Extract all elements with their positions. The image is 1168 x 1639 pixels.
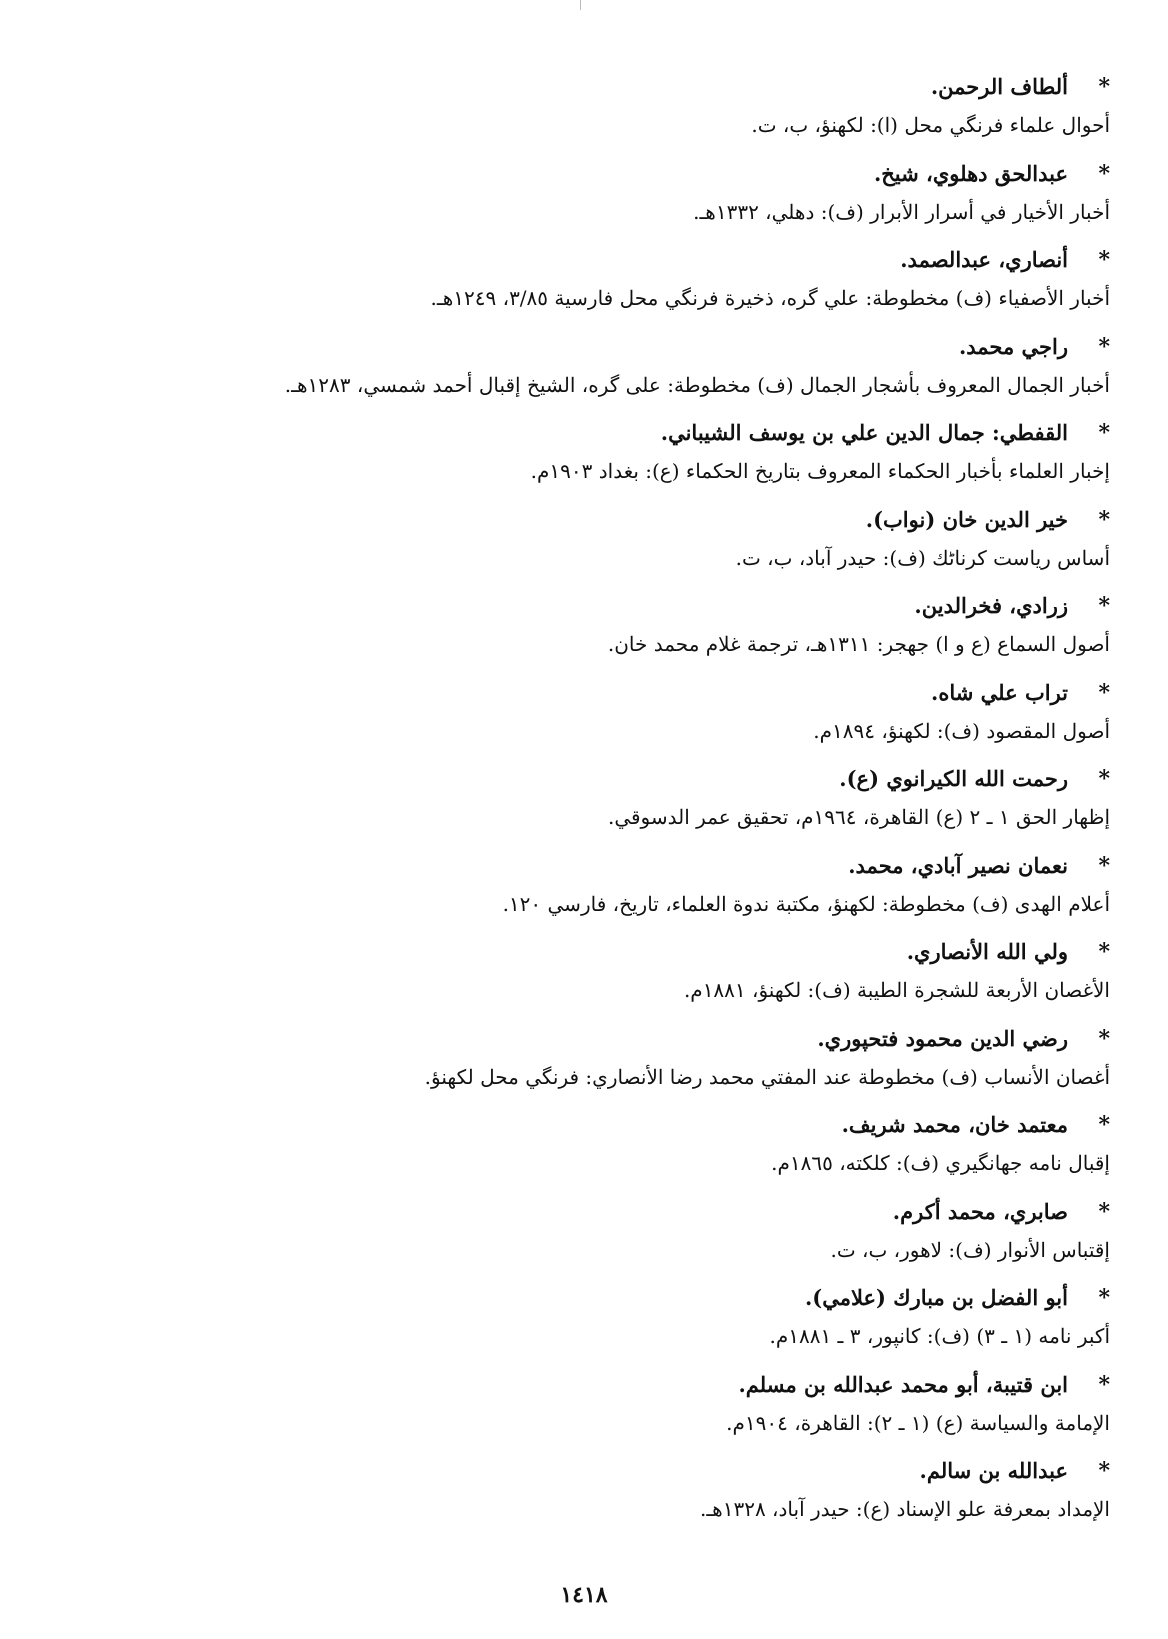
page-fold-mark [580, 0, 581, 10]
work-citation: أخبار الأخيار في أسرار الأبرار (ف): دهلي، ١٣٣٢هـ. [693, 199, 1110, 224]
work-citation: أخبار الجمال المعروف بأشجار الجمال (ف) مخطوطة: على گره، الشيخ إقبال أحمد شمسي، ١٢٨٣هـ. [284, 372, 1110, 397]
author-name: ولي الله الأنصاري. [906, 939, 1068, 964]
entry-heading [80, 1364, 1110, 1405]
bibliography-entry [80, 1018, 1110, 1105]
bullet-asterisk: * [1098, 1112, 1110, 1138]
bibliography-entry [80, 499, 1110, 586]
work-citation: أكبر نامه (١ ـ ٣) (ف): كانپور، ٣ ـ ١٨٨١م. [769, 1324, 1110, 1348]
work-citation: إقبال نامه جهانگيري (ف): كلكته، ١٨٦٥م. [771, 1151, 1110, 1175]
work-citation: الإمامة والسياسة (ع) (١ ـ ٢): القاهرة، ١٩٠٤م. [726, 1410, 1110, 1435]
entry-heading [80, 153, 1110, 194]
author-name: تراب علي شاه. [931, 679, 1068, 705]
entry-heading [80, 1104, 1110, 1145]
bibliography-entry [80, 1450, 1110, 1537]
author-name: عبدالله بن سالم. [919, 1458, 1068, 1483]
bibliography-entry [80, 931, 1110, 1018]
work-citation: الإمداد بمعرفة علو الإسناد (ع): حيدر آباد، ١٣٢٨هـ. [699, 1497, 1110, 1521]
bullet-asterisk: * [1098, 1458, 1110, 1484]
entry-heading [80, 1450, 1110, 1491]
bullet-asterisk: * [1098, 333, 1110, 360]
author-name: معتمد خان، محمد شريف. [841, 1112, 1068, 1137]
author-name: خير الدين خان (نواب). [865, 506, 1068, 532]
entry-heading [80, 239, 1110, 280]
bibliography-entry [80, 1104, 1110, 1191]
bullet-asterisk: * [1098, 1198, 1110, 1225]
entry-heading [80, 585, 1110, 626]
bibliography-entry [80, 758, 1110, 845]
entry-heading [80, 1018, 1110, 1059]
entry-heading [80, 66, 1110, 107]
entry-heading [80, 412, 1110, 453]
bibliography-entry [80, 239, 1110, 326]
bullet-asterisk: * [1098, 593, 1110, 619]
work-citation: أعلام الهدى (ف) مخطوطة: لكهنؤ، مكتبة ندوة العلماء، تاريخ، فارسي ١٢٠. [502, 891, 1110, 916]
bibliography-entry [80, 153, 1110, 240]
page-number: ١٤١٨ [560, 1582, 608, 1608]
entry-heading [80, 845, 1110, 886]
author-name: أنصاري، عبدالصمد. [900, 247, 1068, 272]
bullet-asterisk: * [1098, 160, 1110, 187]
work-citation: إظهار الحق ١ ـ ٢ (ع) القاهرة، ١٩٦٤م، تحقيق عمر الدسوقي. [607, 805, 1110, 829]
bullet-asterisk: * [1098, 1371, 1110, 1398]
author-name: أبو الفضل بن مبارك (علامي). [804, 1285, 1068, 1310]
bibliography-entry [80, 1277, 1110, 1364]
work-citation: أصول السماع (ع و ا) جهجر: ١٣١١هـ، ترجمة غلام محمد خان. [607, 632, 1110, 656]
entry-heading [80, 1277, 1110, 1318]
bibliography-entry [80, 1364, 1110, 1451]
bibliography-entry [80, 66, 1110, 153]
author-name: نعمان نصير آبادي، محمد. [848, 852, 1068, 878]
author-name: رحمت الله الكيرانوي (ع). [839, 766, 1068, 791]
entry-heading [80, 672, 1110, 713]
entry-heading [80, 1191, 1110, 1232]
work-citation: الأغصان الأربعة للشجرة الطيبة (ف): لكهنؤ، ١٨٨١م. [683, 978, 1110, 1002]
work-citation: أحوال علماء فرنگي محل (ا): لكهنؤ، ب، ت. [751, 113, 1110, 137]
entry-heading [80, 931, 1110, 972]
work-citation: أخبار الأصفياء (ف) مخطوطة: علي گره، ذخيرة فرنگي محل فارسية ٣/٨٥، ١٢٤٩هـ. [430, 286, 1110, 310]
work-citation: إخبار العلماء بأخبار الحكماء المعروف بتاريخ الحكماء (ع): بغداد ١٩٠٣م. [530, 459, 1110, 483]
bullet-asterisk: * [1098, 74, 1110, 100]
bullet-asterisk: * [1098, 679, 1110, 706]
bullet-asterisk: * [1098, 506, 1110, 533]
bullet-asterisk: * [1098, 420, 1110, 446]
entry-heading [80, 499, 1110, 540]
bullet-asterisk: * [1098, 1285, 1110, 1311]
work-citation: أساس رياست كرناٹك (ف): حيدر آباد، ب، ت. [735, 545, 1110, 570]
work-citation: أصول المقصود (ف): لكهنؤ، ١٨٩٤م. [813, 718, 1110, 743]
bullet-asterisk: * [1098, 247, 1110, 273]
bullet-asterisk: * [1098, 766, 1110, 792]
bibliography-entry [80, 585, 1110, 672]
author-name: القفطي: جمال الدين علي بن يوسف الشيباني. [660, 420, 1068, 445]
bullet-asterisk: * [1098, 852, 1110, 879]
bullet-asterisk: * [1098, 1025, 1110, 1052]
bibliography-entry [80, 1191, 1110, 1278]
bibliography-entry [80, 672, 1110, 759]
entry-heading [80, 758, 1110, 799]
author-name: ألطاف الرحمن. [930, 74, 1068, 99]
bibliography-entry [80, 412, 1110, 499]
author-name: ابن قتيبة، أبو محمد عبدالله بن مسلم. [738, 1371, 1068, 1397]
bibliography-entry [80, 845, 1110, 932]
bullet-asterisk: * [1098, 939, 1110, 965]
bibliography-list [80, 66, 1110, 1537]
author-name: زرادي، فخرالدين. [914, 593, 1068, 618]
author-name: راجي محمد. [958, 333, 1068, 359]
entry-heading [80, 326, 1110, 367]
author-name: عبدالحق دهلوي، شيخ. [873, 160, 1068, 186]
bibliography-entry [80, 326, 1110, 413]
work-citation: أغصان الأنساب (ف) مخطوطة عند المفتي محمد رضا الأنصاري: فرنگي محل لكهنؤ. [424, 1064, 1110, 1089]
work-citation: إقتباس الأنوار (ف): لاهور، ب، ت. [830, 1237, 1110, 1262]
author-name: رضي الدين محمود فتحپوري. [817, 1025, 1068, 1051]
author-name: صابري، محمد أكرم. [892, 1198, 1068, 1224]
